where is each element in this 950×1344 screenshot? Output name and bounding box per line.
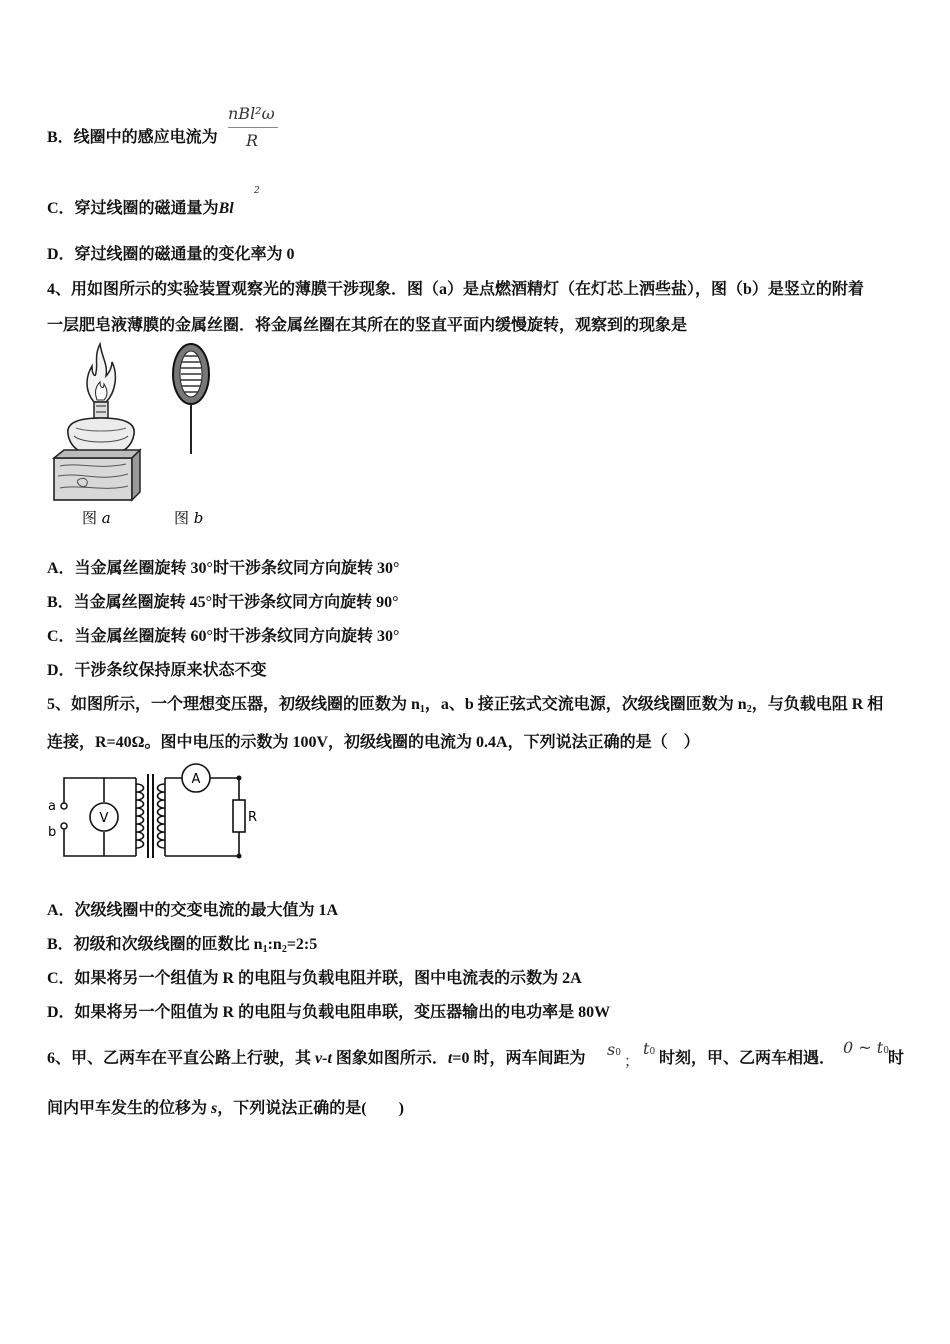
wire-loop-illustration xyxy=(173,344,209,454)
terminal-a xyxy=(61,803,67,809)
q6-range-subscript: 0 xyxy=(883,1046,889,1056)
q6-stem-line1-end: 时 xyxy=(888,1050,905,1067)
q5-option-d: D．如果将另一个阻值为 R 的电阻与负载电阻串联，变压器输出的电功率是 80W xyxy=(47,1004,611,1021)
q6-range-text: 0 ~ t xyxy=(843,1038,884,1057)
alcohol-lamp-illustration xyxy=(54,344,140,500)
terminal-b-label: b xyxy=(48,825,57,840)
q6-var: s xyxy=(211,1100,218,1117)
q6-stem-line2 xyxy=(47,1099,404,1119)
q4-option-b: B．当金属丝圈旋转 45°时干涉条纹同方向旋转 90° xyxy=(47,594,399,611)
voltmeter-label: V xyxy=(99,811,109,826)
q5-stem-line2: 连接，R=40Ω。图中电压的示数为 100V，初级线圈的电流为 0.4A，下列说法正确的是（ ） xyxy=(47,734,700,751)
q4-stem-line1: 4、用如图所示的实验装置观察光的薄膜干涉现象．图（a）是点燃酒精灯（在灯芯上洒些盐），图（b）是竖立的附着 xyxy=(47,281,864,298)
q4-figure xyxy=(48,342,238,534)
q5-option-b-part: =2:5 xyxy=(286,936,318,953)
q6-t0-subscript: 0 xyxy=(649,1047,656,1057)
q4-stem-line2: 一层肥皂液薄膜的金属丝圈．将金属丝圈在其所在的竖直平面内缓慢旋转，观察到的现象是 xyxy=(47,317,688,334)
q6-s0-subscript: 0 xyxy=(615,1048,621,1058)
q3-option-d: D．穿过线圈的磁通量的变化率为 0 xyxy=(47,246,295,263)
fig-a-caption: 图 a xyxy=(82,509,111,527)
q5-subscript: 2 xyxy=(281,944,287,955)
q6-s0 xyxy=(607,1040,621,1059)
q5-stem-line1 xyxy=(47,695,883,720)
q5-option-c: C．如果将另一个组值为 R 的电阻与负载电阻并联，图中电流表的示数为 2A xyxy=(47,970,582,987)
q3-fraction-numerator: nBl²ω xyxy=(228,104,275,123)
q6-text: ，下列说法正确的是( ) xyxy=(217,1100,404,1117)
q6-stem-line1-part2: 时刻，甲、乙两车相遇． xyxy=(659,1050,836,1067)
q5-stem-part: 5、如图所示，一个理想变压器，初级线圈的匝数为 n xyxy=(47,696,420,713)
q3-option-b-text: B．线圈中的感应电流为 xyxy=(47,129,218,146)
ammeter-label: A xyxy=(191,772,201,787)
fig-b-caption: 图 b xyxy=(174,509,204,527)
q6-var: v-t xyxy=(315,1050,332,1067)
q3-fraction-bar xyxy=(228,127,278,128)
q6-time-range xyxy=(843,1038,889,1057)
q6-t0 xyxy=(643,1039,655,1058)
q4-option-c: C．当金属丝圈旋转 60°时干涉条纹同方向旋转 30° xyxy=(47,628,400,645)
q3-option-c-var: Bl xyxy=(218,200,234,217)
q6-text: =0 时，两车间距为 xyxy=(452,1050,586,1067)
q3-option-b xyxy=(47,128,218,148)
q5-subscript: 2 xyxy=(746,704,752,715)
q4-option-a: A．当金属丝圈旋转 30°时干涉条纹同方向旋转 30° xyxy=(47,560,400,577)
q6-stem-line1-part1 xyxy=(47,1049,585,1069)
q6-var: t xyxy=(447,1050,453,1067)
q6-text: 图象如图所示． xyxy=(331,1050,448,1067)
q3-option-c-text: C．穿过线圈的磁通量为 xyxy=(47,200,219,217)
q5-option-a: A．次级线圈中的交变电流的最大值为 1A xyxy=(47,902,339,919)
q5-circuit-diagram xyxy=(44,760,274,864)
q6-text: 间内甲车发生的位移为 xyxy=(47,1100,212,1117)
q5-subscript: 1 xyxy=(419,704,425,715)
q6-semicolon: ； xyxy=(624,1052,640,1070)
q3-option-c xyxy=(47,199,234,219)
q3-option-c-superscript: 2 xyxy=(254,186,260,196)
terminal-a-label: a xyxy=(48,799,56,814)
q6-t0-var: t xyxy=(643,1039,650,1058)
q6-s0-var: s xyxy=(607,1040,616,1059)
resistor-label: R xyxy=(248,810,258,825)
q3-fraction-denominator: R xyxy=(246,131,259,150)
q6-text: 6、甲、乙两车在平直公路上行驶，其 xyxy=(47,1050,316,1067)
terminal-b xyxy=(61,823,67,829)
q4-option-d: D．干涉条纹保持原来状态不变 xyxy=(47,662,267,679)
q5-stem-part: ，a、b 接正弦式交流电源，次级线圈匝数为 n xyxy=(424,696,747,713)
q5-option-b-part: :n xyxy=(267,936,282,953)
q5-subscript: 1 xyxy=(262,944,268,955)
q5-option-b xyxy=(47,935,317,960)
q5-option-b-part: B．初级和次级线圈的匝数比 n xyxy=(47,936,263,953)
q5-stem-part: ，与负载电阻 R 相 xyxy=(751,696,884,713)
